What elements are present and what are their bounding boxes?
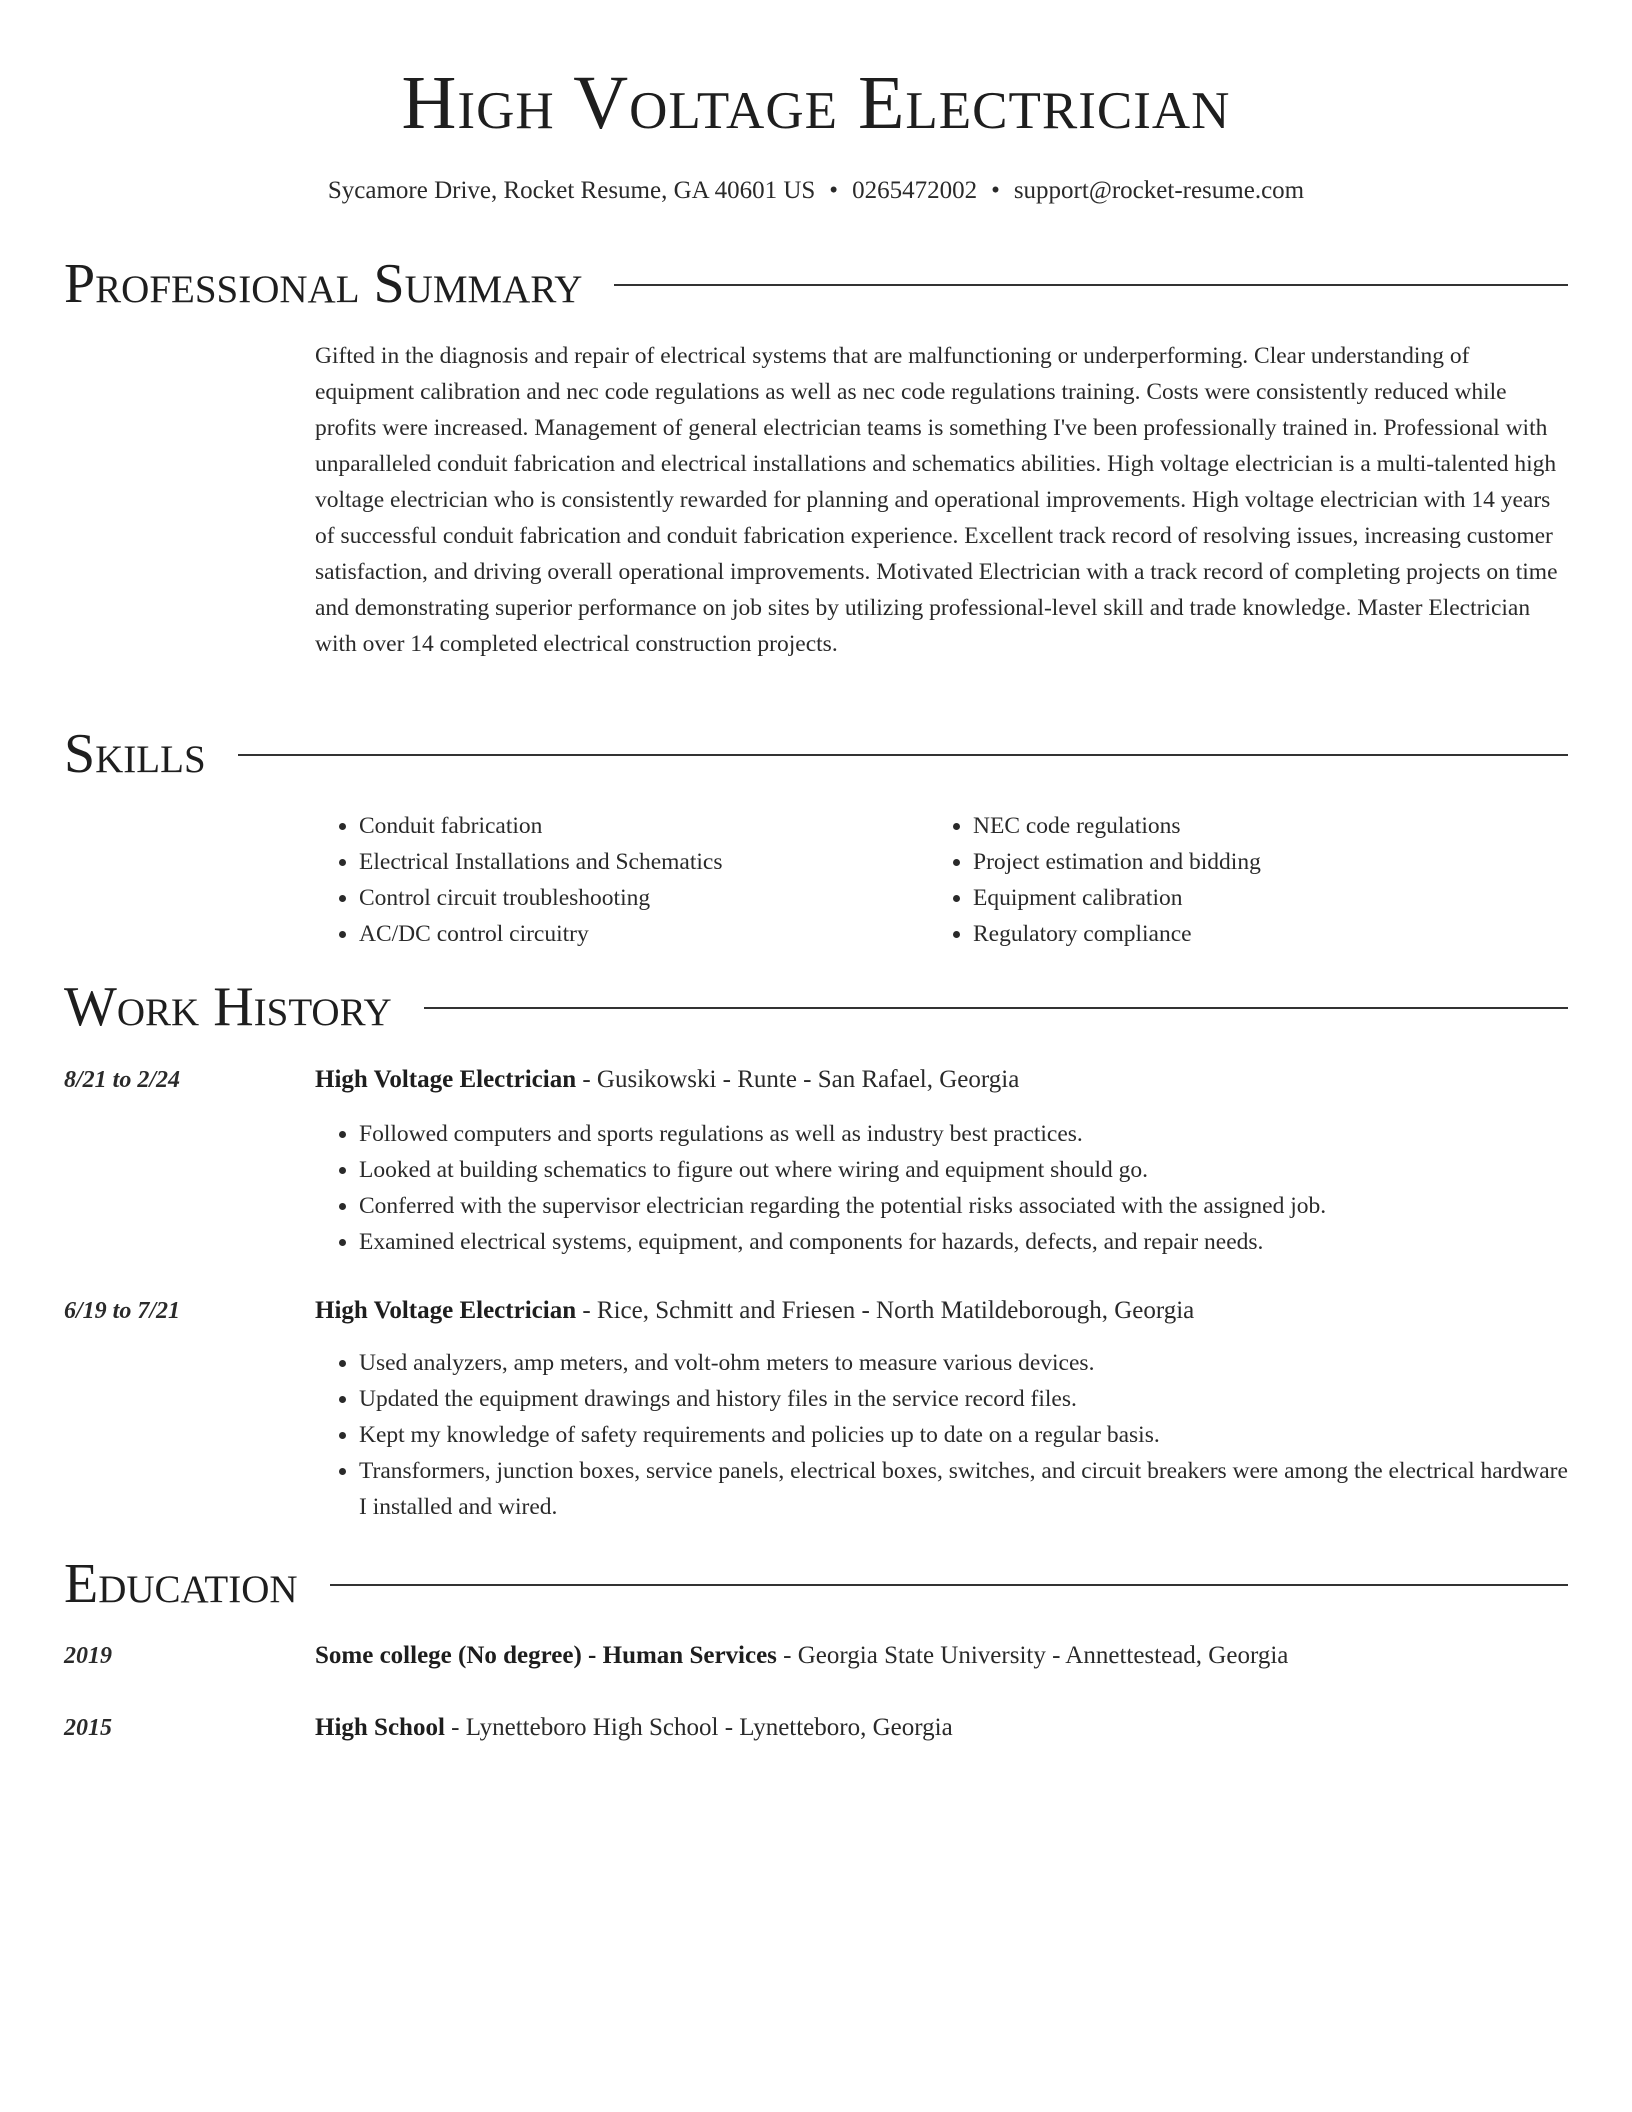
education-degree: High School (315, 1714, 445, 1741)
summary-section-header (64, 252, 1568, 316)
contact-separator: • (829, 177, 839, 204)
skill-item: • Regulatory compliance (973, 916, 1573, 952)
education-degree: Some college (No degree) - Human Services (315, 1642, 777, 1669)
education-school-location: - Georgia State University - Annettestead, Georgia (776, 1642, 1289, 1669)
address: Sycamore Drive, Rocket Resume, GA 40601 US (327, 177, 816, 204)
contact-line (64, 174, 1568, 208)
job-title-line (315, 1062, 1568, 1098)
section-divider (238, 754, 1568, 756)
job-bullet: • Followed computers and sports regulations as well as industry best practices. (359, 1116, 1568, 1152)
section-divider (424, 1007, 1568, 1009)
education-year: 2019 (64, 1643, 112, 1669)
job-bullets (315, 1116, 1568, 1260)
job-employer-location: - Rice, Schmitt and Friesen - North Matildeborough, Georgia (576, 1297, 1195, 1324)
phone: 0265472002 (852, 177, 978, 204)
skills-list-right (929, 808, 1573, 952)
skill-item: • Electrical Installations and Schematics (359, 844, 919, 880)
skill-item: • Conduit fabrication (359, 808, 919, 844)
section-divider (330, 1584, 1568, 1586)
summary-heading: Professional Summary (64, 253, 583, 315)
job-dates: 6/19 to 7/21 (64, 1298, 181, 1324)
job-bullet: • Transformers, junction boxes, service panels, electrical boxes, switches, and circuit breakers were among the electrical hardware I installed and wired. (359, 1453, 1568, 1525)
education-year: 2015 (64, 1715, 112, 1741)
job-bullet: • Examined electrical systems, equipment, and components for hazards, defects, and repair needs. (359, 1224, 1568, 1260)
job-title-line (315, 1293, 1568, 1329)
job-bullet: • Kept my knowledge of safety requirements and policies up to date on a regular basis. (359, 1417, 1568, 1453)
job-bullet: • Looked at building schematics to figure out where wiring and equipment should go. (359, 1152, 1568, 1188)
job-bullets (315, 1345, 1568, 1525)
skills-section-header (64, 722, 1568, 786)
skill-item: • AC/DC control circuitry (359, 916, 919, 952)
job-position: High Voltage Electrician (315, 1297, 577, 1324)
contact-separator: • (991, 177, 1000, 204)
job-position: High Voltage Electrician (315, 1066, 577, 1093)
skill-item: • NEC code regulations (973, 808, 1573, 844)
email: support@rocket-resume.com (1013, 177, 1305, 204)
skill-item: • Project estimation and bidding (973, 844, 1573, 880)
job-bullet: • Updated the equipment drawings and history files in the service record files. (359, 1381, 1568, 1417)
skill-item: • Equipment calibration (973, 880, 1573, 916)
skills-list-left (315, 808, 919, 952)
job-bullet: • Used analyzers, amp meters, and volt-ohm meters to measure various devices. (359, 1345, 1568, 1381)
education-school-location: - Lynetteboro High School - Lynetteboro, Georgia (444, 1714, 953, 1741)
job-dates: 8/21 to 2/24 (64, 1067, 181, 1093)
education-heading: Education (64, 1553, 298, 1615)
work-section-header (64, 975, 1568, 1039)
work-heading: Work History (64, 976, 392, 1038)
education-entry (315, 1638, 1568, 1674)
job-employer-location: - Gusikowski - Runte - San Rafael, Georgia (576, 1066, 1020, 1093)
section-divider (614, 284, 1568, 286)
skills-heading: Skills (64, 723, 206, 785)
summary-text: Gifted in the diagnosis and repair of electrical systems that are malfunctioning or underperforming. Clear understanding of equipment calibration and nec code regulations as well as nec code regulations training. Costs were consistently reduced while profits were increased. Management of general electrician teams is something I've been professionally trained in. Professional with unparalleled conduit fabrication and electrical installations and schematics abilities. High voltage electrician is a multi-talented high voltage electrician who is consistently rewarded for planning and operational improvements. High voltage electrician with 14 years of successful conduit fabrication and conduit fabrication experience. Excellent track record of resolving issues, increasing customer satisfaction, and driving overall operational improvements. Motivated Electrician with a track record of completing projects on time and demonstrating superior performance on job sites by utilizing professional-level skill and trade knowledge. Master Electrician with over 14 completed electrical construction projects. (315, 343, 1558, 657)
skill-item: • Control circuit troubleshooting (359, 880, 919, 916)
candidate-name: High Voltage Electrician (401, 61, 1231, 145)
job-bullet: • Conferred with the supervisor electrician regarding the potential risks associated with the assigned job. (359, 1188, 1568, 1224)
education-section-header (64, 1552, 1568, 1616)
education-entry (315, 1710, 1568, 1746)
